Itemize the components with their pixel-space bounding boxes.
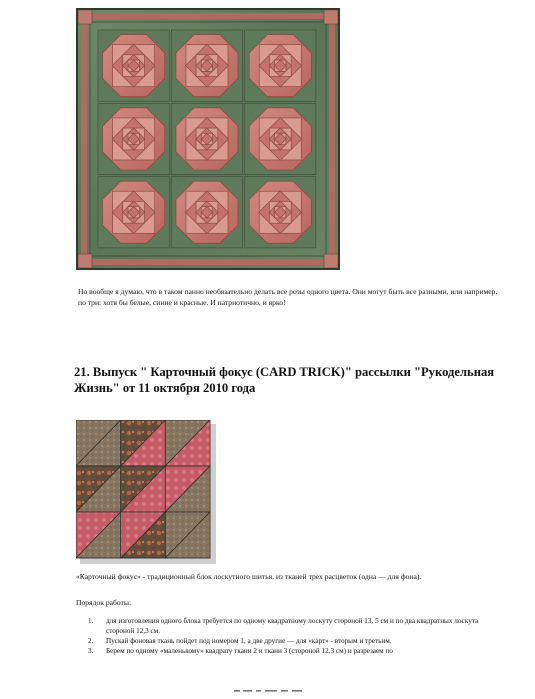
list-item: [88, 636, 508, 646]
paragraph-rose-colors: Но вообще я думаю, что в таком панно необязательно делать все розы одного цвета. Они могут быть все разными, или например, по три: хотя бы белые, синие и красные. И патриотично, и ярко!: [78, 287, 498, 307]
section-heading: 21. Выпуск " Карточный фокус (CARD TRICK)" рассылки "Рукодельная Жизнь" от 11 октября 2010 года: [74, 365, 495, 395]
rose-block: [245, 103, 316, 174]
paragraph-work-order: Порядок работы:: [76, 598, 132, 607]
rose-quilt-image: [76, 8, 340, 270]
card-trick-svg: [76, 420, 216, 564]
rose-block: [245, 177, 316, 248]
step-text: Берем по одному «маленькому» квадрату ткани 2 и ткани 3 (стороной 12,3 см) и разрезаем по: [106, 647, 393, 655]
steps-list: [88, 616, 508, 656]
rose-block: [171, 177, 242, 248]
rose-block: [98, 30, 169, 101]
rose-block: [98, 103, 169, 174]
step-number: 1.: [88, 617, 94, 625]
page-footer-fragment: [232, 688, 332, 694]
step-number: 2.: [88, 637, 94, 645]
paragraph-card-trick-intro: «Карточный фокус» - традиционный блок лоскутного шитья, из тканей трех расцветок (одна — для фона).: [76, 572, 422, 581]
step-text: для изготовления одного блока требуется по одному квадратному лоскуту стороной 13, 5 см и по два квадратных лоскута стороной 12,3 см.: [106, 617, 479, 635]
list-item: [88, 616, 508, 636]
list-item: [88, 646, 508, 656]
rose-block: [171, 103, 242, 174]
rose-block: [245, 30, 316, 101]
step-number: 3.: [88, 647, 94, 655]
card-trick-image: [76, 420, 216, 564]
quilt-svg: [76, 8, 340, 270]
step-text: Пускай фоновая ткань пойдет под номером 1, а две другие — для «карт» - вторым и третьим.: [106, 637, 392, 645]
rose-block: [98, 177, 169, 248]
rose-block: [171, 30, 242, 101]
